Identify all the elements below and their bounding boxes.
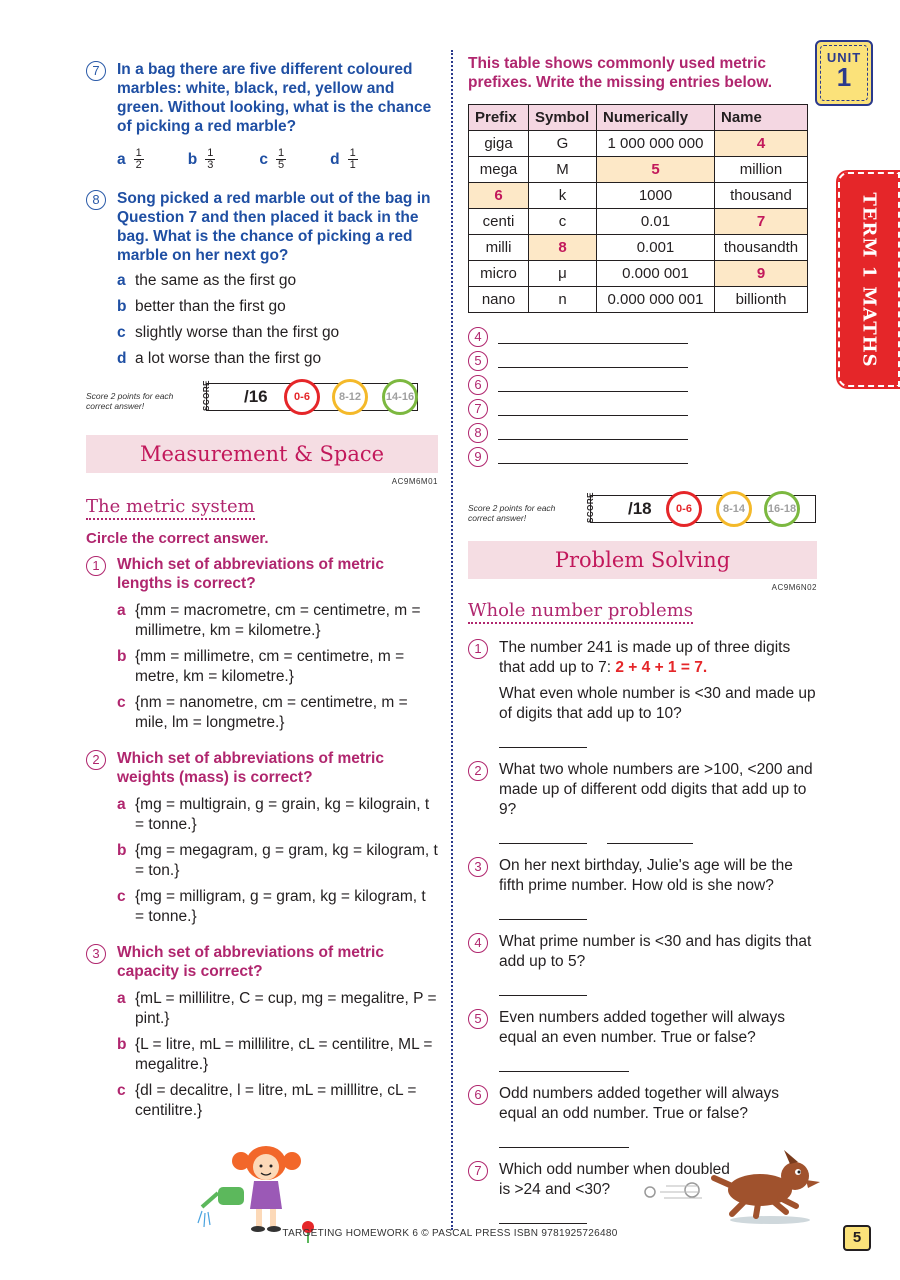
answer-line[interactable] xyxy=(499,1132,629,1148)
option-letter: a xyxy=(117,796,126,813)
option-b[interactable] xyxy=(117,1035,438,1075)
table-cell: giga xyxy=(469,131,529,157)
score-bar xyxy=(468,491,818,529)
table-row xyxy=(469,287,808,313)
table-cell: 0.000 001 xyxy=(597,261,715,287)
option-a[interactable] xyxy=(117,271,438,291)
table-row xyxy=(469,157,808,183)
option-a[interactable] xyxy=(117,989,438,1029)
missing-entry-cell: 8 xyxy=(529,235,597,261)
question-number: 7 xyxy=(86,61,106,81)
table-cell: thousand xyxy=(715,183,808,209)
score-band-mid: 8-12 xyxy=(332,379,368,415)
footer-text: TARGETING HOMEWORK 6 © PASCAL PRESS ISBN 9781925726480 xyxy=(282,1228,618,1239)
option-letter: b xyxy=(117,648,127,665)
question-7 xyxy=(86,60,438,171)
option-text: {mg = milligram, g = gram, kg = kilogram, t = tonne.} xyxy=(135,888,426,925)
section-banner: Problem Solving xyxy=(468,541,817,579)
answer-line[interactable] xyxy=(607,828,693,844)
problem-3 xyxy=(468,856,818,920)
option-text: slightly worse than the first go xyxy=(135,324,340,341)
running-dog-illustration xyxy=(640,1148,830,1228)
score-label: SCORE xyxy=(586,492,595,523)
score-band-low: 0-6 xyxy=(666,491,702,527)
option-text: {mg = multigrain, g = grain, kg = kilograin, t = tonne.} xyxy=(135,796,430,833)
option-b[interactable] xyxy=(117,841,438,881)
answer-number: 6 xyxy=(468,375,488,395)
answer-line[interactable] xyxy=(468,373,818,397)
problem-6 xyxy=(468,1084,818,1148)
write-line[interactable] xyxy=(498,450,688,464)
problem-5 xyxy=(468,1008,818,1072)
header-prefix: Prefix xyxy=(469,105,529,131)
missing-entry-cell: 9 xyxy=(715,261,808,287)
numerator: 1 xyxy=(207,147,214,159)
score-label: SCORE xyxy=(202,380,211,411)
score-bar xyxy=(86,379,438,417)
problem-number: 7 xyxy=(468,1161,488,1181)
unit-badge xyxy=(815,40,873,106)
numerator: 1 xyxy=(277,147,285,159)
problem-text: The number 241 is made up of three digits that add up to 7: xyxy=(499,639,791,676)
metric-prefix-table xyxy=(468,104,808,313)
fraction xyxy=(134,148,144,171)
option-text: {L = litre, mL = millilitre, cL = centilitre, ML = megalitre.} xyxy=(135,1036,433,1073)
curriculum-code: AC9M6N02 xyxy=(771,583,817,592)
section-banner: Measurement & Space xyxy=(86,435,438,473)
table-row xyxy=(469,235,808,261)
problem-number: 3 xyxy=(468,857,488,877)
table-cell: 0.000 000 001 xyxy=(597,287,715,313)
option-a[interactable] xyxy=(117,795,438,835)
table-cell: thousandth xyxy=(715,235,808,261)
answer-line[interactable] xyxy=(499,1056,629,1072)
metric-question-2 xyxy=(86,749,438,927)
term-tab xyxy=(838,172,900,387)
unit-number: 1 xyxy=(836,62,852,92)
option-letter: c xyxy=(117,694,126,711)
problem-text: Even numbers added together will always equal an even number. True or false? xyxy=(499,1009,786,1046)
right-column xyxy=(468,54,818,1224)
problem-text: On her next birthday, Julie's age will be the fifth prime number. How old is she now? xyxy=(499,857,793,894)
table-row xyxy=(469,261,808,287)
question-text: Which set of abbreviations of metric capacity is correct? xyxy=(117,944,384,980)
table-cell: G xyxy=(529,131,597,157)
numerator: 1 xyxy=(135,147,142,159)
write-line[interactable] xyxy=(498,402,688,416)
option-letter: b xyxy=(117,842,127,859)
option-letter: c xyxy=(117,1082,126,1099)
answer-line[interactable] xyxy=(499,828,587,844)
denominator: 1 xyxy=(349,159,356,171)
option-b[interactable] xyxy=(117,647,438,687)
option-letter: a xyxy=(117,602,126,619)
problem-4 xyxy=(468,932,818,996)
option-b[interactable] xyxy=(117,297,438,317)
table-cell: 1 000 000 000 xyxy=(597,131,715,157)
table-cell: k xyxy=(529,183,597,209)
problem-text: Odd numbers added together will always equal an odd number. True or false? xyxy=(499,1085,780,1122)
curriculum-code: AC9M6M01 xyxy=(391,477,438,486)
answer-line[interactable] xyxy=(499,732,587,748)
problem-number: 1 xyxy=(468,639,488,659)
option-letter: d xyxy=(330,150,340,168)
option-letter: c xyxy=(259,150,268,168)
table-cell: million xyxy=(715,157,808,183)
option-letter: a xyxy=(117,150,126,168)
question-number: 2 xyxy=(86,750,106,770)
answer-number: 4 xyxy=(468,327,488,347)
answer-line[interactable] xyxy=(468,445,818,469)
table-cell: M xyxy=(529,157,597,183)
worked-example: 2 + 4 + 1 = 7 xyxy=(615,659,703,676)
score-band-high: 14-16 xyxy=(382,379,418,415)
term-tab-label: TERM 1 MATHS xyxy=(858,191,880,368)
table-row xyxy=(469,131,808,157)
option-text: {mL = millilitre, C = cup, mg = megalitre, P = pint.} xyxy=(135,990,437,1027)
score-total: /18 xyxy=(628,499,652,518)
table-cell: centi xyxy=(469,209,529,235)
write-line[interactable] xyxy=(498,426,688,440)
option-letter: b xyxy=(117,298,127,315)
answer-line[interactable] xyxy=(468,325,818,349)
option-c[interactable] xyxy=(117,1081,438,1121)
numerator: 1 xyxy=(349,147,356,159)
option-text: the same as the first go xyxy=(135,272,297,289)
missing-entry-cell: 4 xyxy=(715,131,808,157)
fraction-options xyxy=(117,148,438,171)
answer-number: 7 xyxy=(468,399,488,419)
option-text: a lot worse than the first go xyxy=(135,350,322,367)
fraction xyxy=(348,148,358,171)
section-subhead: Whole number problems xyxy=(468,600,693,624)
option-text: {mm = macrometre, cm = centimetre, m = millimetre, km = kilometre.} xyxy=(135,602,421,639)
instruction: Circle the correct answer. xyxy=(86,530,269,547)
option-text: {dl = decalitre, l = litre, mL = milllitre, cL = centilitre.} xyxy=(135,1082,417,1119)
problem-number: 4 xyxy=(468,933,488,953)
missing-entry-cell: 5 xyxy=(597,157,715,183)
option-letter: d xyxy=(117,350,127,367)
option-c[interactable] xyxy=(259,148,286,171)
table-cell: 0.01 xyxy=(597,209,715,235)
option-letter: b xyxy=(117,1036,127,1053)
option-c[interactable] xyxy=(117,693,438,733)
problem-text-2: What even whole number is <30 and made up of digits that add up to 10? xyxy=(499,685,816,722)
header-symbol: Symbol xyxy=(529,105,597,131)
left-column xyxy=(86,60,438,1121)
answer-lines xyxy=(468,325,818,469)
answer-line[interactable] xyxy=(468,349,818,373)
metric-question-1 xyxy=(86,555,438,733)
score-band-high: 16-18 xyxy=(764,491,800,527)
problem-number: 5 xyxy=(468,1009,488,1029)
question-8 xyxy=(86,189,438,369)
question-text: Song picked a red marble out of the bag in Question 7 and then placed it back in the bag. What is the chance of picking a red marble on her next go? xyxy=(117,190,431,264)
missing-entry-cell: 6 xyxy=(469,183,529,209)
question-text: Which set of abbreviations of metric weights (mass) is correct? xyxy=(117,750,384,786)
question-number: 3 xyxy=(86,944,106,964)
table-cell: micro xyxy=(469,261,529,287)
answer-line[interactable] xyxy=(468,397,818,421)
option-text: {nm = nanometre, cm = centimetre, m = mile, lm = longmetre.} xyxy=(135,694,408,731)
score-note: Score 2 points for each correct answer! xyxy=(468,503,556,523)
option-text: {mm = millimetre, cm = centimetre, m = metre, km = kilometre.} xyxy=(135,648,405,685)
question-text: Which set of abbreviations of metric lengths is correct? xyxy=(117,556,384,592)
problem-number: 2 xyxy=(468,761,488,781)
answer-number: 5 xyxy=(468,351,488,371)
option-d[interactable] xyxy=(330,148,358,171)
option-c[interactable] xyxy=(117,887,438,927)
answer-line[interactable] xyxy=(499,1208,587,1224)
table-row xyxy=(469,209,808,235)
page-number: 5 xyxy=(843,1225,871,1251)
problem-1: 1 The number 241 is made up of three digits that add up to 7: 2 + 4 + 1 = 7. What even whole number is <30 and made up of digits that add up to 10? xyxy=(468,638,818,748)
option-text: {mg = megagram, g = gram, kg = kilogram, t = ton.} xyxy=(135,842,438,879)
section-subhead: The metric system xyxy=(86,496,255,520)
table-cell: μ xyxy=(529,261,597,287)
answer-line[interactable] xyxy=(499,904,587,920)
question-text: In a bag there are five different coloured marbles: white, black, red, yellow and green. Without looking, what is the chance of picking a red marble? xyxy=(117,61,432,135)
option-letter: a xyxy=(117,990,126,1007)
option-letter: a xyxy=(117,272,126,289)
score-band-mid: 8-14 xyxy=(716,491,752,527)
table-cell: milli xyxy=(469,235,529,261)
answer-line[interactable] xyxy=(499,980,587,996)
score-note: Score 2 points for each correct answer! xyxy=(86,391,174,411)
denominator: 5 xyxy=(277,159,285,171)
missing-entry-cell: 7 xyxy=(715,209,808,235)
table-header-row xyxy=(469,105,808,131)
option-c[interactable] xyxy=(117,323,438,343)
answer-number: 8 xyxy=(468,423,488,443)
problem-text: What prime number is <30 and has digits that add up to 5? xyxy=(499,933,812,970)
problem-2 xyxy=(468,760,818,844)
unit-label: UNIT xyxy=(826,50,862,65)
table-cell: 1000 xyxy=(597,183,715,209)
table-cell: c xyxy=(529,209,597,235)
table-cell: mega xyxy=(469,157,529,183)
denominator: 2 xyxy=(135,159,142,171)
option-letter: c xyxy=(117,324,126,341)
answer-number: 9 xyxy=(468,447,488,467)
table-row xyxy=(469,183,808,209)
problem-number: 6 xyxy=(468,1085,488,1105)
table-cell: nano xyxy=(469,287,529,313)
problem-text: Which odd number when doubled is >24 and <30? xyxy=(499,1161,730,1198)
column-divider xyxy=(451,50,453,1230)
table-cell: billionth xyxy=(715,287,808,313)
option-d[interactable] xyxy=(117,349,438,369)
fraction xyxy=(205,148,215,171)
option-letter: b xyxy=(187,150,198,168)
option-text: better than the first go xyxy=(135,298,286,315)
problem-text: What two whole numbers are >100, <200 and made up of different odd digits that add up to 9? xyxy=(499,761,813,818)
question-number: 8 xyxy=(86,190,106,210)
fraction xyxy=(276,148,286,171)
metric-question-3 xyxy=(86,943,438,1121)
score-total: /16 xyxy=(244,387,268,406)
score-band-low: 0-6 xyxy=(284,379,320,415)
option-letter: c xyxy=(117,888,126,905)
header-name: Name xyxy=(715,105,808,131)
option-a[interactable] xyxy=(117,148,144,171)
write-line[interactable] xyxy=(498,330,688,344)
write-line[interactable] xyxy=(498,378,688,392)
table-cell: 0.001 xyxy=(597,235,715,261)
option-b[interactable] xyxy=(188,148,216,171)
header-numerically: Numerically xyxy=(597,105,715,131)
write-line[interactable] xyxy=(498,354,688,368)
denominator: 3 xyxy=(207,159,214,171)
question-number: 1 xyxy=(86,556,106,576)
answer-line[interactable] xyxy=(468,421,818,445)
table-cell: n xyxy=(529,287,597,313)
table-intro: This table shows commonly used metric prefixes. Write the missing entries below. xyxy=(468,55,773,91)
option-a[interactable] xyxy=(117,601,438,641)
